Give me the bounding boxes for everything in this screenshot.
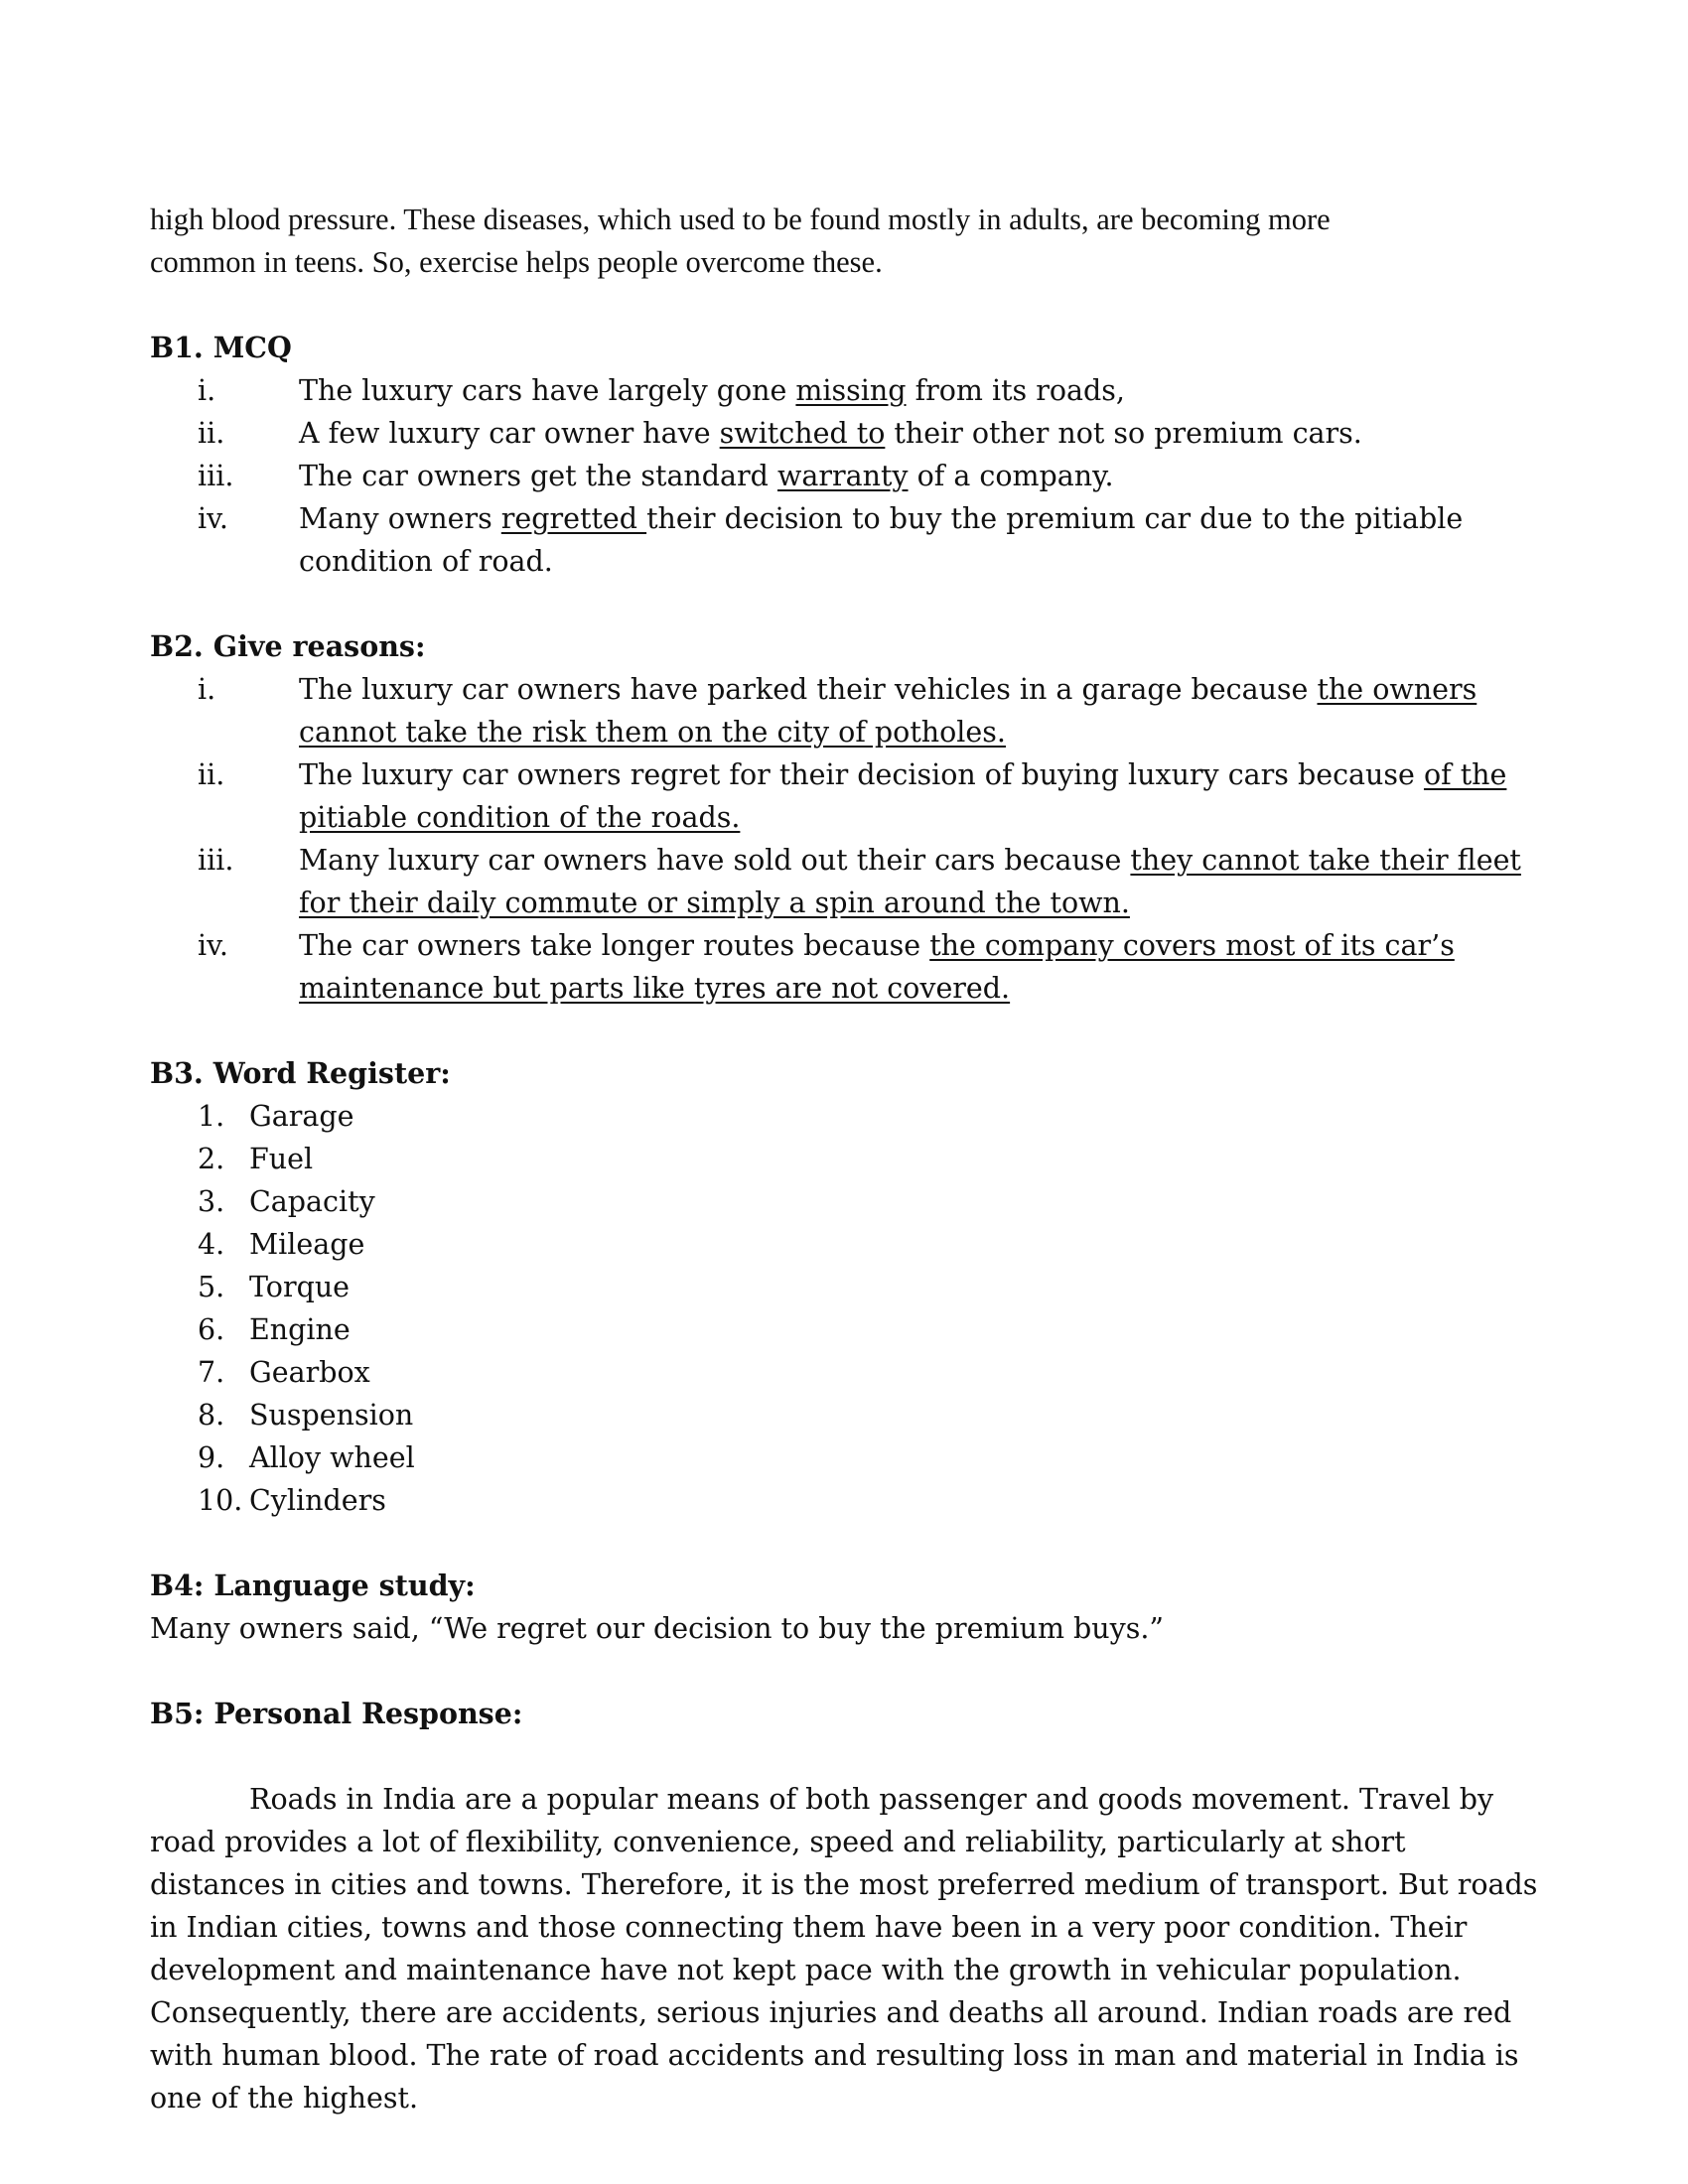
b3-item <box>150 1223 1540 1266</box>
b1-item-number: iii. <box>198 460 234 492</box>
b3-item-text: Alloy wheel <box>249 1441 415 1474</box>
b3-item-number: 8. <box>198 1399 225 1432</box>
b2-item-number: ii. <box>198 758 225 791</box>
b2-item-number: iv. <box>198 929 228 962</box>
b2-item-number: i. <box>198 673 216 706</box>
b1-item <box>150 455 1540 497</box>
b3-item <box>150 1436 1540 1479</box>
b4-answer: Many owners said, “We regret our decision to buy the premium buys.” <box>150 1612 1164 1645</box>
b2-item-text: The luxury car owners have parked their vehicles in a garage because the owners cannot take the risk them on the city of potholes. <box>299 673 1477 749</box>
b2-item <box>150 753 1540 839</box>
underlined-answer: regretted <box>500 502 647 535</box>
underlined-answer: switched to <box>719 417 886 450</box>
b3-item-text: Fuel <box>249 1143 314 1175</box>
underlined-answer: they cannot take their fleet for their daily commute or simply a spin around the town. <box>299 844 1521 919</box>
b3-item-text: Capacity <box>249 1185 375 1218</box>
b5-answer: Roads in India are a popular means of both passenger and goods movement. Travel by road provides a lot of flexibility, convenience, speed and reliability, particularly at short distances in cities and towns. Therefore, it is the most preferred medium of transport. But roads in Indian cities, towns and those connecting them have been in a very poor condition. Their development and maintenance have not kept pace with the growth in vehicular population. Consequently, there are accidents, serious injuries and deaths all around. Indian roads are red with human blood. The rate of road accidents and resulting loss in man and material in India is one of the highest. <box>150 1783 1538 2115</box>
b1-item <box>150 412 1540 455</box>
b3-item <box>150 1180 1540 1223</box>
b2-item <box>150 839 1540 924</box>
b2-list <box>150 668 1540 1010</box>
b2-item <box>150 924 1540 1010</box>
b1-item-text: The car owners get the standard warranty of a company. <box>299 460 1114 492</box>
b3-item-text: Torque <box>249 1271 351 1303</box>
b3-item-number: 7. <box>198 1356 225 1389</box>
b2-item-number: iii. <box>198 844 234 877</box>
b1-item-text: A few luxury car owner have switched to their other not so premium cars. <box>299 417 1362 450</box>
b2-item-text: Many luxury car owners have sold out their cars because they cannot take their fleet for their daily commute or simply a spin around the town. <box>299 844 1521 919</box>
b2-item-text: The car owners take longer routes because the company covers most of its car’s maintenance but parts like tyres are not covered. <box>299 929 1455 1005</box>
b3-item-text: Suspension <box>249 1399 414 1432</box>
underlined-answer: the owners cannot take the risk them on the city of potholes. <box>299 673 1477 749</box>
b3-item-number: 6. <box>198 1313 225 1346</box>
b1-item-number: i. <box>198 374 216 407</box>
b3-item-text: Engine <box>249 1313 351 1346</box>
b1-heading: B1. MCQ <box>150 331 292 364</box>
b3-list <box>150 1095 1540 1522</box>
b3-item <box>150 1138 1540 1180</box>
b3-item-number: 1. <box>198 1100 225 1133</box>
b3-item <box>150 1266 1540 1308</box>
underlined-answer: missing <box>795 374 907 407</box>
intro-line-1: high blood pressure. These diseases, which used to be found mostly in adults, are becoming more <box>150 203 1331 236</box>
underlined-answer: of the pitiable condition of the roads. <box>299 758 1507 834</box>
b3-item-number: 9. <box>198 1441 225 1474</box>
b5-heading: B5: Personal Response: <box>150 1697 523 1730</box>
b3-item <box>150 1394 1540 1436</box>
b3-heading: B3. Word Register: <box>150 1056 451 1090</box>
b3-item <box>150 1351 1540 1394</box>
intro-paragraph <box>150 199 1540 284</box>
b3-item-text: Garage <box>249 1100 354 1133</box>
underlined-answer: warranty <box>776 460 909 492</box>
b3-item-number: 2. <box>198 1143 225 1175</box>
b3-item <box>150 1095 1540 1138</box>
b1-item <box>150 369 1540 412</box>
b3-item <box>150 1308 1540 1351</box>
b3-item-text: Cylinders <box>249 1484 386 1517</box>
b3-item-number: 3. <box>198 1185 225 1218</box>
b2-heading: B2. Give reasons: <box>150 629 426 663</box>
b1-item-text: Many owners regretted their decision to buy the premium car due to the pitiable condition of road. <box>299 502 1464 578</box>
b3-item-number: 4. <box>198 1228 225 1261</box>
b3-item-text: Gearbox <box>249 1356 370 1389</box>
b1-item-text: The luxury cars have largely gone missing from its roads, <box>299 374 1125 407</box>
b1-item <box>150 497 1540 583</box>
b3-item <box>150 1479 1540 1522</box>
b3-item-text: Mileage <box>249 1228 365 1261</box>
b1-list <box>150 369 1540 583</box>
intro-line-2: common in teens. So, exercise helps people overcome these. <box>150 245 883 279</box>
answer-sections <box>150 284 1540 2119</box>
b1-item-number: ii. <box>198 417 225 450</box>
b3-item-number: 10. <box>198 1484 243 1517</box>
b2-item <box>150 668 1540 753</box>
underlined-answer: the company covers most of its car’s maintenance but parts like tyres are not covered. <box>299 929 1455 1005</box>
b1-item-number: iv. <box>198 502 228 535</box>
b3-item-number: 5. <box>198 1271 225 1303</box>
document-page <box>150 199 1540 2119</box>
b4-heading: B4: Language study: <box>150 1569 476 1602</box>
b2-item-text: The luxury car owners regret for their decision of buying luxury cars because of the pitiable condition of the roads. <box>299 758 1507 834</box>
